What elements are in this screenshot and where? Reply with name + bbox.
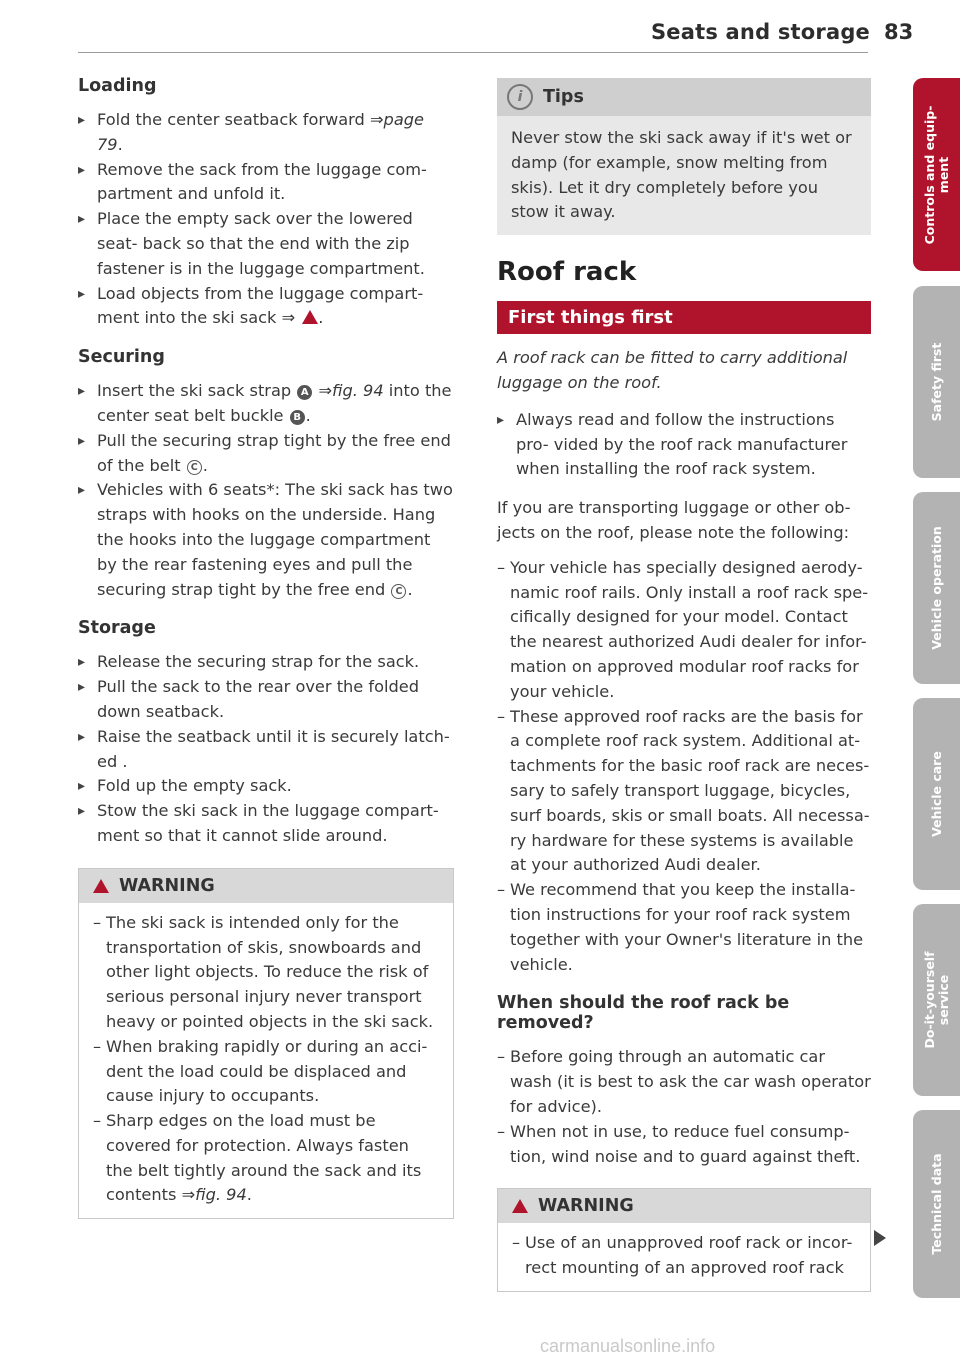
subsection-banner: First things first: [497, 301, 871, 334]
removal-list: [497, 1045, 871, 1169]
list-item-text: Fold the center seatback forward: [97, 110, 370, 129]
left-column: [78, 60, 454, 1219]
callout-c-icon: C: [187, 460, 202, 475]
list-item-text: Sharp edges on the load must be covered for protection. Always fasten the belt tightly around the sack and its contents: [106, 1111, 422, 1205]
tab-label: Safety first: [928, 342, 944, 422]
warning-header: [498, 1189, 870, 1223]
tips-box: [497, 78, 871, 235]
lead-text: A roof rack can be fitted to carry additional luggage on the roof.: [497, 348, 848, 392]
tab-label: Controls and equip- ment: [921, 105, 951, 244]
list-item: – When not in use, to reduce fuel consump- tion, wind noise and to guard against theft.: [497, 1120, 871, 1170]
list-item: ▸ Vehicles with 6 seats*: The ski sack has two straps with hooks on the underside. Hang the hooks into the luggage compartment by the rear fastening eyes and pull the securing strap tight by the free end C .: [78, 478, 454, 602]
tips-title: Tips: [543, 87, 584, 107]
list-item: – The ski sack is intended only for the transportation of skis, snowboards and other light objects. To reduce the risk of serious personal injury never transport heavy or pointed objects in the ski sack.: [93, 911, 439, 1035]
instruction-list: [497, 408, 871, 482]
list-item: ▸ Pull the sack to the rear over the folded down seatback.: [78, 675, 454, 725]
tab-do-it-yourself-service[interactable]: [913, 904, 960, 1096]
securing-list: [78, 379, 454, 602]
list-item: [78, 207, 454, 281]
tab-vehicle-operation[interactable]: [913, 492, 960, 684]
callout-c-icon: C: [391, 584, 406, 599]
tips-header: [497, 78, 871, 116]
list-item: ▸ Release the securing strap for the sack.: [78, 650, 454, 675]
list-item: ▸ Insert the ski sack strap A ⇒fig. 94 into the center seat belt buckle B .: [78, 379, 454, 429]
callout-b-icon: B: [290, 410, 305, 425]
list-item: – These approved roof racks are the basis for a complete roof rack system. Additional at- tachments for the basic roof rack are neces- sary to safely transport luggage, bicycles, surf boards, skis or small boats. All necessa- ry hardware for these systems is available at your authorized Audi dealer.: [497, 705, 871, 879]
tab-label: Vehicle operation: [928, 526, 944, 650]
warning-box: [497, 1188, 871, 1292]
page-reference-link[interactable]: ⇒page 79: [97, 110, 424, 154]
list-item-text: into the center seat belt buckle: [97, 381, 452, 425]
list-item-text: Remove the sack from the luggage com- partment and unfold it.: [97, 159, 427, 204]
warning-list: [512, 1231, 856, 1281]
warning-triangle-icon: [93, 879, 109, 893]
list-item-text: Load objects from the luggage compart- ment into the ski sack ⇒: [97, 283, 424, 328]
warning-title: WARNING: [538, 1196, 634, 1217]
warning-list: [93, 911, 439, 1209]
tab-vehicle-care[interactable]: [913, 698, 960, 890]
header-rule: [78, 52, 868, 53]
list-item: – Use of an unapproved roof rack or incor- rect mounting of an approved roof rack: [512, 1231, 856, 1281]
tab-label: Vehicle care: [928, 751, 944, 837]
tab-controls-and-equipment[interactable]: [913, 78, 960, 271]
list-item: – Your vehicle has specially designed aerody- namic roof rails. Only install a roof rack spe- cifically designed for your model. Contact the nearest authorized Audi dealer for infor- mation on approved modular roof racks for your vehicle.: [497, 556, 871, 705]
list-item-tail: .: [246, 1185, 252, 1205]
list-item: – We recommend that you keep the installa- tion instructions for your roof rack system together with your Owner's literature in the vehicle.: [497, 878, 871, 977]
warning-triangle-icon: [512, 1199, 528, 1213]
header-section-title: Seats and storage: [650, 20, 870, 44]
loading-heading: Loading: [78, 76, 157, 96]
info-icon: i: [507, 84, 533, 110]
tips-body: Never stow the ski sack away if it's wet or damp (for example, snow melting from skis). Let it dry completely before you stow it away.: [511, 128, 852, 222]
figure-reference-link[interactable]: ⇒fig. 94: [181, 1185, 247, 1205]
intro-paragraph: If you are transporting luggage or other ob- jects on the roof, please note the following:: [497, 498, 851, 542]
right-column: [497, 60, 871, 1292]
tab-technical-data[interactable]: [913, 1110, 960, 1298]
list-item: – When braking rapidly or during an acci- dent the load could be displaced and cause injury to occupants.: [93, 1035, 439, 1109]
list-item-text: Insert the ski sack strap: [97, 381, 297, 401]
list-item: [78, 108, 454, 158]
callout-a-icon: A: [297, 385, 312, 400]
section-title: Roof rack: [497, 257, 637, 288]
warning-header: [79, 869, 453, 903]
list-item: ▸ Fold up the empty sack.: [78, 774, 454, 799]
warning-title: WARNING: [119, 875, 215, 896]
tab-label: Do-it-yourself service: [921, 951, 951, 1049]
list-item-text: Place the empty sack over the lowered seat- back so that the end with the zip fastener is in the luggage compartment.: [97, 209, 425, 278]
removal-heading: When should the roof rack be removed?: [497, 993, 790, 1034]
warning-triangle-icon[interactable]: [302, 310, 318, 324]
page-number: 83: [884, 20, 914, 44]
notes-list: [497, 556, 871, 978]
continue-arrow-icon[interactable]: [874, 1230, 886, 1246]
list-item: ▸ Pull the securing strap tight by the free end of the belt C .: [78, 429, 454, 479]
securing-heading: Securing: [78, 347, 165, 368]
list-item: ▸ Always read and follow the instructions pro- vided by the roof rack manufacturer when installing the roof rack system.: [497, 408, 871, 482]
list-item: ▸ Load objects from the luggage compart- ment into the ski sack ⇒ .: [78, 282, 454, 332]
list-item: – Before going through an automatic car wash (it is best to ask the car wash operator for advice).: [497, 1045, 871, 1119]
loading-list: [78, 108, 454, 331]
list-item: ▸ Raise the seatback until it is securely latch- ed .: [78, 725, 454, 775]
figure-reference-link[interactable]: ⇒fig. 94: [318, 381, 384, 401]
list-item: ▸ Stow the ski sack in the luggage compart- ment so that it cannot slide around.: [78, 799, 454, 849]
list-item: [93, 1109, 439, 1208]
list-item-text: Pull the securing strap tight by the free end of the belt: [97, 430, 451, 475]
warning-box: [78, 868, 454, 1220]
watermark: carmanualsonline.info: [540, 1336, 716, 1356]
list-item-tail: .: [117, 134, 123, 154]
tab-safety-first[interactable]: [913, 286, 960, 478]
tab-label: Technical data: [928, 1153, 944, 1255]
storage-heading: Storage: [78, 618, 156, 639]
warning-body: [498, 1223, 870, 1291]
list-item: [78, 158, 454, 208]
list-item-text: Vehicles with 6 seats*: The ski sack has two straps with hooks on the underside. Hang the hooks into the luggage compartment by the rear fastening eyes and pull the securing strap tight by the free end: [97, 480, 453, 599]
warning-body: [79, 903, 453, 1219]
storage-list: [78, 650, 454, 848]
